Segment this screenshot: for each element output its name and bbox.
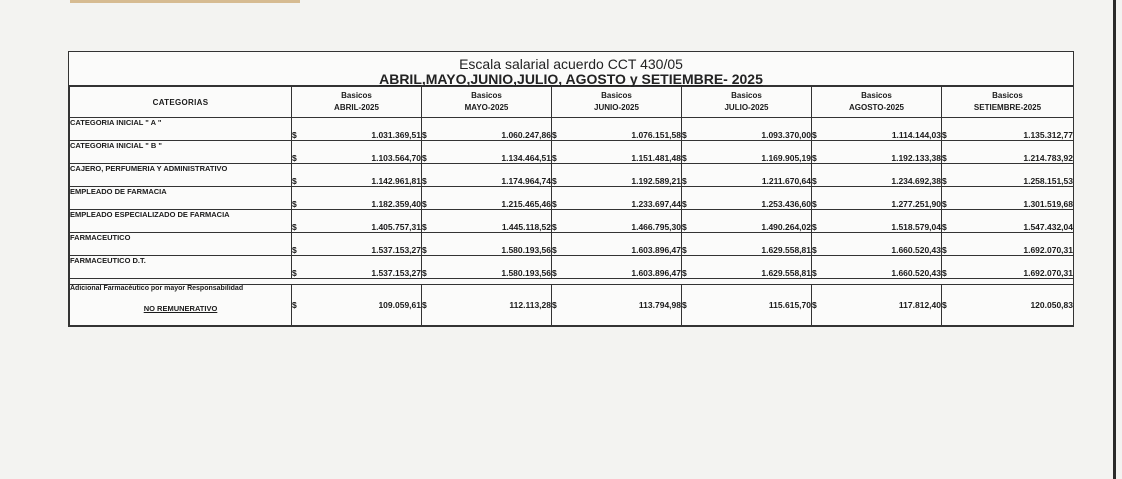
currency-symbol: $: [292, 153, 297, 163]
currency-symbol: $: [942, 268, 947, 278]
currency-symbol: $: [942, 176, 947, 186]
month-header-bottom: JUNIO-2025: [594, 103, 639, 112]
currency-symbol: $: [812, 300, 817, 310]
category-label: EMPLEADO DE FARMACIA: [70, 187, 292, 210]
additional-amount-cell: [812, 285, 942, 326]
salary-value-wrap: [422, 153, 551, 163]
salary-amount: 1.076.151,58: [631, 130, 681, 140]
salary-cell: [552, 118, 682, 141]
additional-amount: 120.050,83: [1030, 300, 1073, 310]
currency-symbol: $: [422, 222, 427, 232]
month-header-bottom: MAYO-2025: [464, 103, 509, 112]
salary-amount: 1.060.247,86: [501, 130, 551, 140]
additional-amount: 115.615,70: [768, 300, 811, 310]
category-label: EMPLEADO ESPECIALIZADO DE FARMACIA: [70, 210, 292, 233]
currency-symbol: $: [422, 268, 427, 278]
currency-symbol: $: [552, 130, 557, 140]
salary-amount: 1.103.564,70: [371, 153, 421, 163]
currency-symbol: $: [422, 153, 427, 163]
salary-amount: 1.629.558,81: [761, 268, 811, 278]
month-header: [292, 87, 422, 118]
salary-cell: [942, 164, 1074, 187]
currency-symbol: $: [552, 199, 557, 209]
salary-value-wrap: [552, 176, 681, 186]
currency-symbol: $: [812, 245, 817, 255]
salary-value-wrap: [812, 199, 941, 209]
salary-cell: [422, 210, 552, 233]
salary-cell: [292, 210, 422, 233]
additional-value-wrap: [422, 300, 551, 310]
month-header-bottom: AGOSTO-2025: [849, 103, 904, 112]
salary-table: [69, 86, 1074, 326]
currency-symbol: $: [682, 176, 687, 186]
salary-amount: 1.134.464,51: [501, 153, 551, 163]
salary-value-wrap: [292, 199, 421, 209]
salary-amount: 1.192.133,38: [891, 153, 941, 163]
salary-cell: [682, 141, 812, 164]
salary-cell: [942, 256, 1074, 279]
salary-value-wrap: [422, 199, 551, 209]
month-header-top: Basicos: [731, 91, 762, 100]
salary-cell: [682, 210, 812, 233]
category-label: FARMACEUTICO D.T.: [70, 256, 292, 279]
salary-cell: [292, 164, 422, 187]
salary-cell: [292, 118, 422, 141]
table-row: [70, 118, 1074, 141]
currency-symbol: $: [942, 130, 947, 140]
salary-value-wrap: [422, 245, 551, 255]
currency-symbol: $: [292, 176, 297, 186]
currency-symbol: $: [682, 222, 687, 232]
additional-amount: 112.113,28: [509, 300, 551, 310]
additional-amount: 117.812,40: [898, 300, 941, 310]
additional-amount-cell: [292, 285, 422, 326]
salary-value-wrap: [682, 268, 811, 278]
salary-cell: [682, 118, 812, 141]
additional-section: [70, 279, 1074, 326]
salary-cell: [422, 141, 552, 164]
currency-symbol: $: [942, 153, 947, 163]
month-header-bottom: ABRIL-2025: [334, 103, 379, 112]
salary-value-wrap: [552, 222, 681, 232]
salary-amount: 1.580.193,56: [501, 245, 551, 255]
salary-cell: [942, 210, 1074, 233]
salary-cell: [682, 256, 812, 279]
table-row: [70, 187, 1074, 210]
additional-amount-cell: [682, 285, 812, 326]
additional-amount-cell: [942, 285, 1074, 326]
salary-cell: [682, 187, 812, 210]
currency-symbol: $: [942, 300, 947, 310]
salary-cell: [292, 256, 422, 279]
salary-value-wrap: [552, 199, 681, 209]
salary-value-wrap: [292, 268, 421, 278]
salary-value-wrap: [812, 153, 941, 163]
currency-symbol: $: [942, 222, 947, 232]
salary-amount: 1.114.144,03: [891, 130, 941, 140]
currency-symbol: $: [812, 130, 817, 140]
salary-amount: 1.031.369,51: [371, 130, 421, 140]
table-body: [70, 118, 1074, 279]
currency-symbol: $: [812, 153, 817, 163]
currency-symbol: $: [552, 300, 557, 310]
table-row: [70, 256, 1074, 279]
salary-amount: 1.211.670,64: [761, 176, 811, 186]
salary-value-wrap: [292, 222, 421, 232]
salary-value-wrap: [422, 176, 551, 186]
salary-value-wrap: [942, 130, 1073, 140]
salary-value-wrap: [942, 176, 1073, 186]
salary-cell: [422, 256, 552, 279]
currency-symbol: $: [552, 268, 557, 278]
salary-amount: 1.405.757,31: [371, 222, 421, 232]
category-label: CAJERO, PERFUMERIA Y ADMINISTRATIVO: [70, 164, 292, 187]
additional-amount-cell: [552, 285, 682, 326]
additional-value-wrap: [682, 300, 811, 310]
currency-symbol: $: [812, 268, 817, 278]
currency-symbol: $: [422, 245, 427, 255]
additional-value-wrap: [812, 300, 941, 310]
salary-cell: [812, 210, 942, 233]
additional-amount: 113.794,98: [638, 300, 681, 310]
salary-value-wrap: [682, 199, 811, 209]
currency-symbol: $: [552, 176, 557, 186]
currency-symbol: $: [812, 199, 817, 209]
currency-symbol: $: [552, 153, 557, 163]
currency-symbol: $: [682, 130, 687, 140]
salary-amount: 1.537.153,27: [371, 268, 421, 278]
salary-value-wrap: [552, 153, 681, 163]
salary-amount: 1.629.558,81: [761, 245, 811, 255]
salary-amount: 1.093.370,00: [761, 130, 811, 140]
header-row: [70, 87, 1074, 118]
salary-value-wrap: [812, 176, 941, 186]
salary-amount: 1.580.193,56: [501, 268, 551, 278]
currency-symbol: $: [292, 245, 297, 255]
salary-amount: 1.215.465,46: [501, 199, 551, 209]
salary-value-wrap: [942, 245, 1073, 255]
salary-cell: [552, 210, 682, 233]
salary-cell: [422, 118, 552, 141]
currency-symbol: $: [422, 130, 427, 140]
salary-value-wrap: [292, 245, 421, 255]
salary-amount: 1.258.151,53: [1023, 176, 1073, 186]
salary-amount: 1.537.153,27: [371, 245, 421, 255]
additional-value-wrap: [292, 300, 421, 310]
currency-symbol: $: [682, 245, 687, 255]
additional-value-wrap: [552, 300, 681, 310]
currency-symbol: $: [812, 176, 817, 186]
table-row: [70, 141, 1074, 164]
salary-value-wrap: [422, 268, 551, 278]
categorias-header: CATEGORIAS: [70, 87, 292, 118]
salary-value-wrap: [422, 222, 551, 232]
salary-amount: 1.182.359,40: [371, 199, 421, 209]
salary-amount: 1.277.251,90: [891, 199, 941, 209]
salary-amount: 1.660.520,43: [891, 245, 941, 255]
month-header: [422, 87, 552, 118]
currency-symbol: $: [682, 153, 687, 163]
salary-value-wrap: [552, 245, 681, 255]
scan-edge: [1113, 0, 1116, 479]
salary-amount: 1.660.520,43: [891, 268, 941, 278]
currency-symbol: $: [812, 222, 817, 232]
salary-value-wrap: [422, 130, 551, 140]
salary-cell: [552, 141, 682, 164]
additional-value-wrap: [942, 300, 1073, 310]
salary-value-wrap: [942, 153, 1073, 163]
salary-value-wrap: [682, 153, 811, 163]
salary-amount: 1.174.964,74: [501, 176, 551, 186]
salary-value-wrap: [682, 176, 811, 186]
month-header: [812, 87, 942, 118]
month-header-top: Basicos: [471, 91, 502, 100]
salary-cell: [682, 164, 812, 187]
salary-value-wrap: [812, 222, 941, 232]
salary-amount: 1.151.481,48: [631, 153, 681, 163]
salary-value-wrap: [292, 130, 421, 140]
additional-amount-cell: [422, 285, 552, 326]
currency-symbol: $: [422, 199, 427, 209]
title-line-1: Escala salarial acuerdo CCT 430/05: [459, 56, 683, 72]
salary-cell: [942, 187, 1074, 210]
salary-value-wrap: [292, 153, 421, 163]
salary-cell: [552, 164, 682, 187]
category-label: FARMACEUTICO: [70, 233, 292, 256]
salary-cell: [682, 233, 812, 256]
additional-sublabel: NO REMUNERATIVO: [143, 304, 218, 313]
month-header-top: Basicos: [601, 91, 632, 100]
table-row: [70, 210, 1074, 233]
salary-cell: [942, 141, 1074, 164]
currency-symbol: $: [292, 300, 297, 310]
salary-value-wrap: [682, 245, 811, 255]
salary-value-wrap: [682, 130, 811, 140]
salary-cell: [422, 187, 552, 210]
currency-symbol: $: [292, 199, 297, 209]
salary-amount: 1.445.118,52: [501, 222, 551, 232]
additional-row: [70, 285, 1074, 326]
salary-amount: 1.169.905,19: [761, 153, 811, 163]
salary-cell: [292, 233, 422, 256]
salary-value-wrap: [292, 176, 421, 186]
paper-edge-mark: [70, 0, 300, 3]
title-block: [69, 52, 1073, 86]
month-header-top: Basicos: [341, 91, 372, 100]
table-row: [70, 164, 1074, 187]
month-header-top: Basicos: [992, 91, 1023, 100]
salary-amount: 1.603.896,47: [631, 268, 681, 278]
salary-amount: 1.466.795,30: [631, 222, 681, 232]
salary-cell: [812, 141, 942, 164]
salary-value-wrap: [942, 199, 1073, 209]
salary-amount: 1.214.783,92: [1023, 153, 1073, 163]
salary-amount: 1.692.070,31: [1023, 268, 1073, 278]
salary-cell: [552, 233, 682, 256]
salary-cell: [422, 233, 552, 256]
salary-amount: 1.253.436,60: [761, 199, 811, 209]
salary-value-wrap: [942, 268, 1073, 278]
additional-label-cell: [70, 285, 292, 326]
salary-amount: 1.234.692,38: [891, 176, 941, 186]
month-header: [552, 87, 682, 118]
additional-amount: 109.059,61: [378, 300, 421, 310]
salary-value-wrap: [552, 130, 681, 140]
salary-value-wrap: [812, 130, 941, 140]
salary-amount: 1.233.697,44: [631, 199, 681, 209]
currency-symbol: $: [942, 199, 947, 209]
currency-symbol: $: [942, 245, 947, 255]
salary-amount: 1.142.961,81: [371, 176, 421, 186]
salary-cell: [552, 256, 682, 279]
salary-amount: 1.135.312,77: [1023, 130, 1073, 140]
category-label: CATEGORIA INICIAL " B ": [70, 141, 292, 164]
month-header-bottom: SETIEMBRE-2025: [973, 103, 1042, 112]
salary-cell: [812, 164, 942, 187]
salary-value-wrap: [552, 268, 681, 278]
currency-symbol: $: [422, 176, 427, 186]
currency-symbol: $: [422, 300, 427, 310]
salary-cell: [552, 187, 682, 210]
month-header-bottom: JULIO-2025: [724, 103, 769, 112]
salary-cell: [812, 118, 942, 141]
salary-value-wrap: [812, 268, 941, 278]
salary-cell: [812, 256, 942, 279]
salary-amount: 1.692.070,31: [1023, 245, 1073, 255]
salary-cell: [942, 118, 1074, 141]
currency-symbol: $: [292, 222, 297, 232]
category-label: CATEGORIA INICIAL " A ": [70, 118, 292, 141]
salary-amount: 1.547.432,04: [1023, 222, 1073, 232]
additional-label: Adicional Farmacéutico por mayor Responsabilidad: [70, 285, 244, 292]
salary-amount: 1.603.896,47: [631, 245, 681, 255]
currency-symbol: $: [682, 268, 687, 278]
salary-cell: [422, 164, 552, 187]
salary-cell: [812, 187, 942, 210]
salary-value-wrap: [682, 222, 811, 232]
salary-cell: [292, 187, 422, 210]
salary-amount: 1.490.264,02: [761, 222, 811, 232]
salary-cell: [942, 233, 1074, 256]
title-line-2: ABRIL,MAYO,JUNIO,JULIO, AGOSTO y SETIEMBRE- 2025: [379, 71, 763, 87]
currency-symbol: $: [292, 130, 297, 140]
table-row: [70, 233, 1074, 256]
currency-symbol: $: [682, 300, 687, 310]
salary-amount: 1.192.589,21: [631, 176, 681, 186]
month-header: [942, 87, 1074, 118]
currency-symbol: $: [682, 199, 687, 209]
currency-symbol: $: [552, 245, 557, 255]
currency-symbol: $: [552, 222, 557, 232]
salary-amount: 1.518.579,04: [891, 222, 941, 232]
salary-cell: [292, 141, 422, 164]
salary-cell: [812, 233, 942, 256]
salary-value-wrap: [812, 245, 941, 255]
salary-amount: 1.301.519,68: [1023, 199, 1073, 209]
month-header: [682, 87, 812, 118]
currency-symbol: $: [292, 268, 297, 278]
salary-scale-sheet: [68, 51, 1074, 327]
month-header-top: Basicos: [861, 91, 892, 100]
salary-value-wrap: [942, 222, 1073, 232]
